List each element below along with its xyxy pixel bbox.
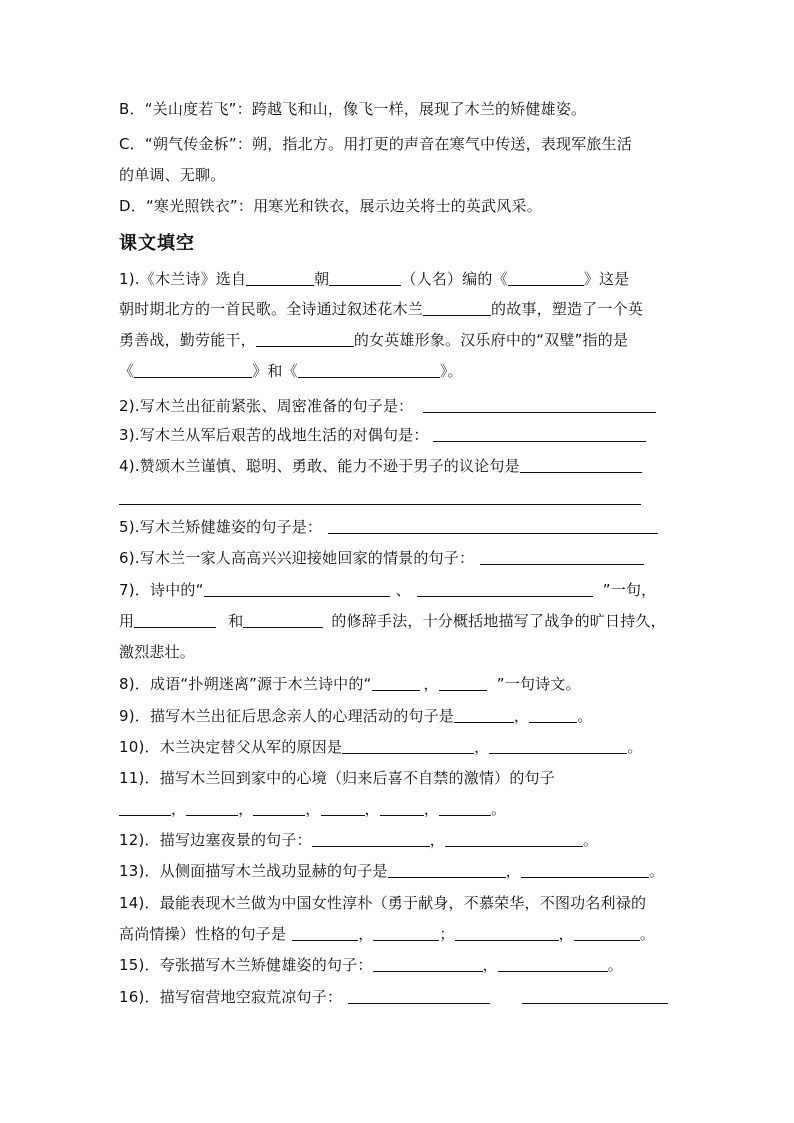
question-16: 16)．描写宿营地空寂荒凉句子： xyxy=(119,987,668,1007)
question-12: 12)．描写边塞夜景的句子： ， 。 xyxy=(119,831,599,849)
blank[interactable] xyxy=(439,800,491,816)
question-1-line1: 1).《木兰诗》选自 朝 （人名）编的《 》这是 xyxy=(119,270,630,288)
blank[interactable] xyxy=(433,426,646,442)
blank[interactable] xyxy=(134,612,216,628)
blank[interactable] xyxy=(417,581,593,597)
blank[interactable] xyxy=(298,362,440,378)
blank[interactable] xyxy=(423,300,491,316)
blank[interactable] xyxy=(489,738,627,754)
question-10: 10)．木兰决定替父从军的原因是 ， 。 xyxy=(119,738,643,756)
question-11-line1: 11)．描写木兰回到家中的心境（归来后喜不自禁的激情）的句子 xyxy=(119,769,555,787)
blank[interactable] xyxy=(292,925,358,941)
question-9: 9)．描写木兰出征后思念亲人的心理活动的句子是 ， 。 xyxy=(119,707,593,725)
blank[interactable] xyxy=(246,270,314,286)
question-3: 3).写木兰从军后艰苦的战地生活的对偶句是： xyxy=(119,425,646,445)
question-13: 13)．从侧面描写木兰战功显赫的句子是 ， 。 xyxy=(119,862,665,880)
blank[interactable] xyxy=(373,956,483,972)
option-b: B．“关山度若飞”：跨越飞和山，像飞一样，展现了木兰的矫健雄姿。 xyxy=(119,100,587,118)
blank[interactable] xyxy=(312,831,430,847)
option-d: D．“寒光照铁衣”：用寒光和铁衣，展示边关将士的英武风采。 xyxy=(119,197,542,215)
blank[interactable] xyxy=(243,612,323,628)
question-1-line4: 《 》和《 》。 xyxy=(119,362,463,380)
blank[interactable] xyxy=(328,518,658,534)
blank[interactable] xyxy=(454,707,514,723)
blank[interactable] xyxy=(373,925,439,941)
blank[interactable] xyxy=(204,581,390,597)
question-7-line2: 用 和 的修辞手法，十分概括地描写了战争的旷日持久， xyxy=(119,612,666,630)
question-8: 8)．成语“扑朔迷离”源于木兰诗中的“ ， ”一句诗文。 xyxy=(119,675,581,693)
blank[interactable] xyxy=(423,397,656,413)
question-2: 2).写木兰出征前紧张、周密准备的句子是： xyxy=(119,396,656,416)
question-11-line2: ， ， ， ， ， 。 xyxy=(119,799,506,819)
question-14-line2: 高尚情操）性格的句子是 ， ； ， 。 xyxy=(119,925,656,943)
question-7-line1: 7)．诗中的“ 、 ”一句， xyxy=(119,581,657,599)
blank[interactable] xyxy=(134,362,252,378)
blank[interactable] xyxy=(455,925,559,941)
question-7-line3: 激烈悲壮。 xyxy=(119,643,196,661)
blank[interactable] xyxy=(256,331,354,347)
blank[interactable] xyxy=(522,988,668,1004)
section-title: 课文填空 xyxy=(119,233,195,254)
blank[interactable] xyxy=(480,549,644,565)
blank[interactable] xyxy=(574,925,640,941)
blank[interactable] xyxy=(321,800,365,816)
blank[interactable] xyxy=(445,831,583,847)
blank[interactable] xyxy=(520,457,642,473)
blank[interactable] xyxy=(529,707,577,723)
question-4: 4).赞颂木兰谨慎、聪明、勇敢、能力不逊于男子的议论句是 xyxy=(119,456,642,476)
question-15: 15)．夸张描写木兰矫健雄姿的句子： ， 。 xyxy=(119,956,623,974)
blank[interactable] xyxy=(380,800,424,816)
question-6: 6).写木兰一家人高高兴兴迎接她回家的情景的句子： xyxy=(119,548,644,568)
question-4-line2 xyxy=(119,488,641,508)
option-c-line2: 的单调、无聊。 xyxy=(119,166,226,184)
blank[interactable] xyxy=(119,800,171,816)
blank[interactable] xyxy=(119,489,641,505)
blank[interactable] xyxy=(253,800,305,816)
blank[interactable] xyxy=(186,800,238,816)
blank[interactable] xyxy=(372,675,420,691)
blank[interactable] xyxy=(439,675,487,691)
question-1-line3: 勇善战，勤劳能干， 的女英雄形象。汉乐府中的“双璧”指的是 xyxy=(119,331,629,349)
blank[interactable] xyxy=(521,862,649,878)
question-14-line1: 14)．最能表现木兰做为中国女性淳朴（勇于献身，不慕荣华，不图功名利禄的 xyxy=(119,894,647,912)
question-5: 5).写木兰矫健雄姿的句子是： xyxy=(119,517,658,537)
blank[interactable] xyxy=(498,956,608,972)
blank[interactable] xyxy=(508,270,584,286)
blank[interactable] xyxy=(329,270,401,286)
blank[interactable] xyxy=(342,738,474,754)
option-c-line1: C．“朔气传金柝”：朔，指北方。用打更的声音在寒气中传送，表现军旅生活 xyxy=(119,135,633,153)
question-1-line2: 朝时期北方的一首民歌。全诗通过叙述花木兰 的故事，塑造了一个英 xyxy=(119,300,644,318)
blank[interactable] xyxy=(388,862,506,878)
blank[interactable] xyxy=(348,988,490,1004)
